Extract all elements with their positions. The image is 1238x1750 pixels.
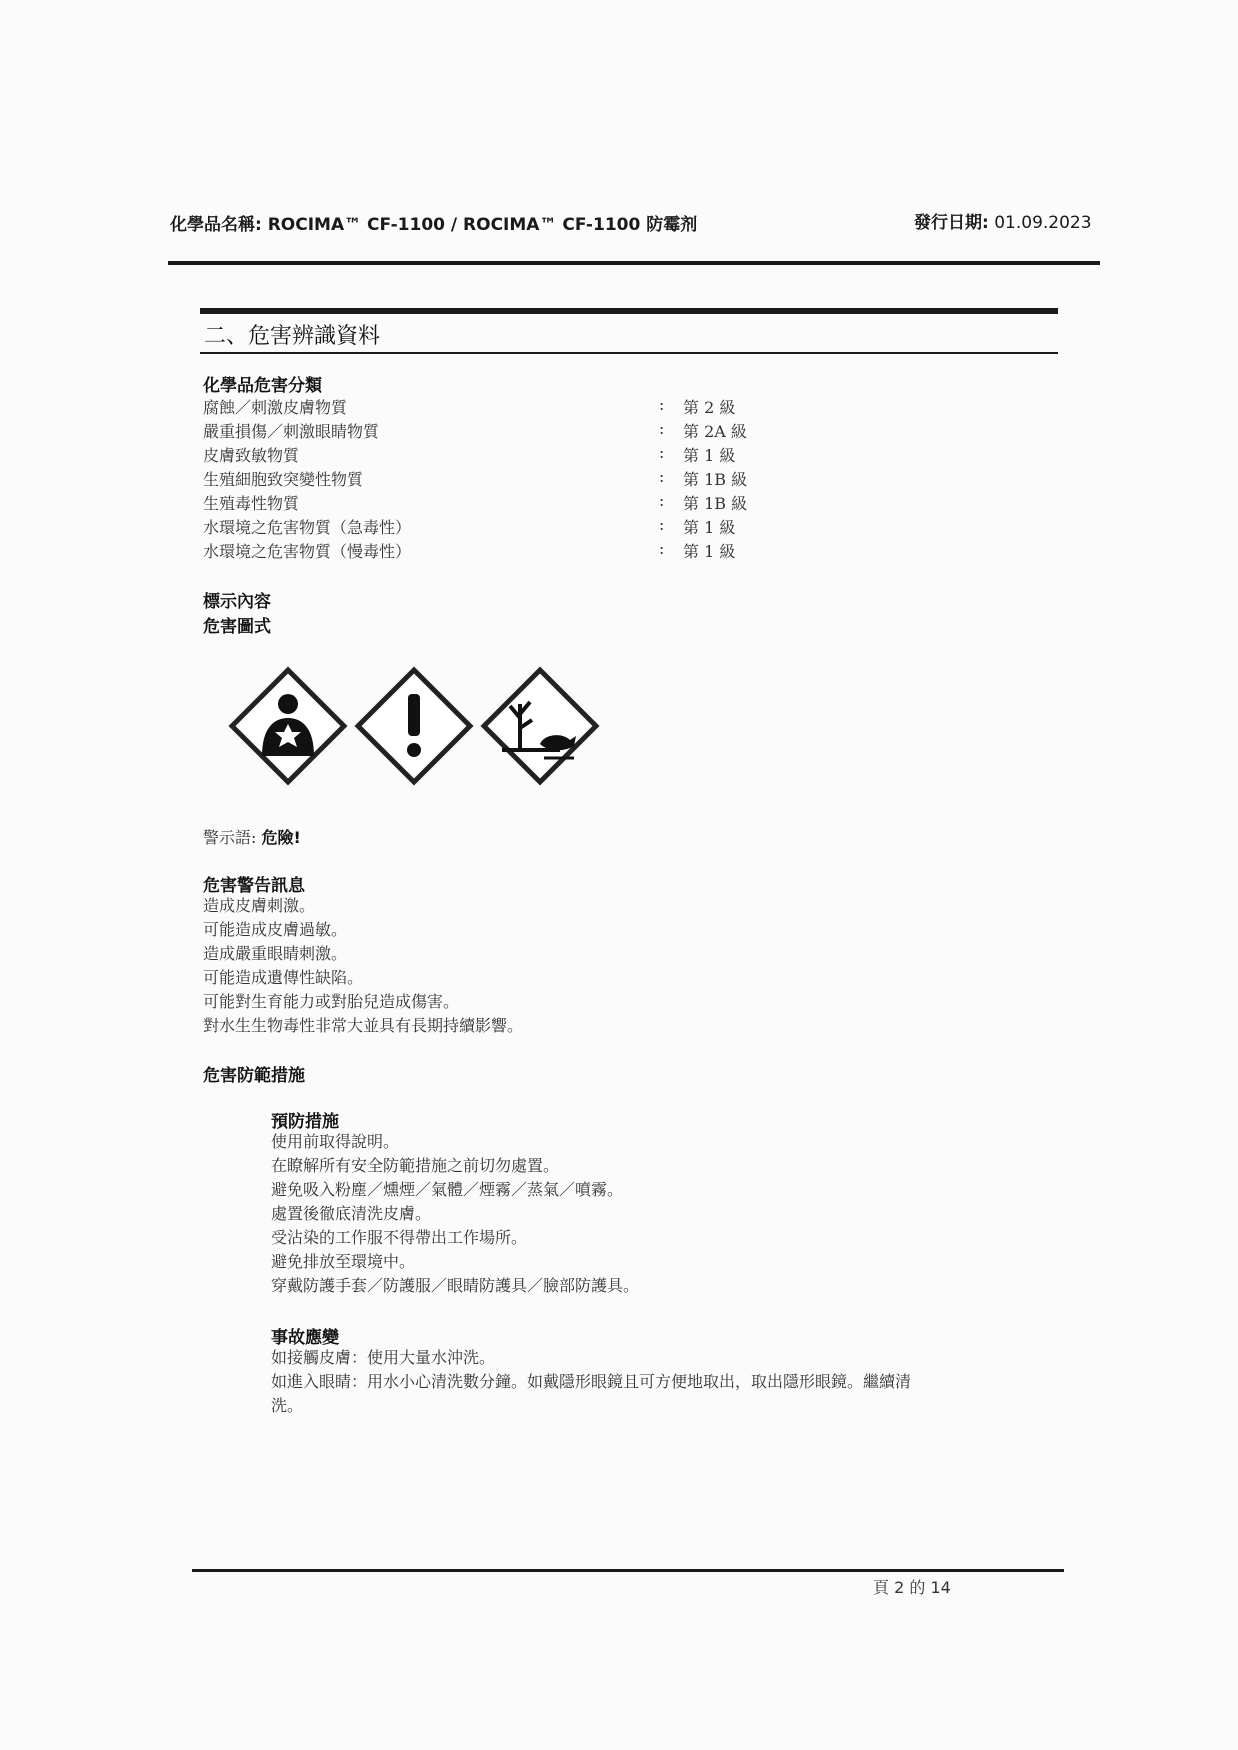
section-underline xyxy=(200,352,1058,354)
classification-grade: 第 1B 級 xyxy=(683,494,748,513)
classification-row xyxy=(203,467,903,491)
section-top-bar xyxy=(200,308,1058,314)
classification-grade: 第 2 級 xyxy=(683,398,736,417)
hazard-statement: 可能對生育能力或對胎兒造成傷害。 xyxy=(203,992,460,1011)
response-heading: 事故應變 xyxy=(271,1328,339,1348)
exclamation-mark-icon xyxy=(354,666,474,786)
classification-name: 嚴重損傷／刺激眼睛物質 xyxy=(203,422,380,441)
classification-grade: 第 1B 級 xyxy=(683,470,748,489)
classification-name: 生殖細胞致突變性物質 xyxy=(203,470,364,489)
page-number: 頁 2 的 14 xyxy=(873,1578,951,1597)
precautions-heading: 危害防範措施 xyxy=(203,1066,305,1086)
classification-colon: : xyxy=(659,395,665,414)
hazard-statement: 可能造成遺傳性缺陷。 xyxy=(203,968,364,987)
prevention-item: 在瞭解所有安全防範措施之前切勿處置。 xyxy=(271,1156,560,1175)
label-heading: 標示內容 xyxy=(203,592,271,612)
classification-colon: : xyxy=(659,515,665,534)
hazard-statement: 造成皮膚刺激。 xyxy=(203,896,316,915)
hazard-statements-heading: 危害警告訊息 xyxy=(203,876,305,896)
section-title: 二、危害辨識資料 xyxy=(204,324,381,349)
classification-colon: : xyxy=(659,443,665,462)
hazard-statements-list xyxy=(203,894,523,1038)
classification-colon: : xyxy=(659,419,665,438)
prevention-item: 使用前取得說明。 xyxy=(271,1132,400,1151)
classification-colon: : xyxy=(659,539,665,558)
classification-grade: 第 2A 級 xyxy=(683,422,747,441)
response-item: 如接觸皮膚：使用大量水沖洗。 xyxy=(271,1348,496,1367)
environment-hazard-icon xyxy=(480,666,600,786)
hazard-statement: 造成嚴重眼睛刺激。 xyxy=(203,944,348,963)
response-list xyxy=(271,1346,911,1418)
prevention-heading: 預防措施 xyxy=(271,1112,339,1132)
classification-name: 生殖毒性物質 xyxy=(203,494,300,513)
hazard-statement: 對水生生物毒性非常大並具有長期持續影響。 xyxy=(203,1016,524,1035)
product-name-header: 化學品名稱: ROCIMA™ CF-1100 / ROCIMA™ CF-1100 防霉剂 xyxy=(170,215,698,235)
classification-name: 水環境之危害物質（慢毒性） xyxy=(203,542,412,561)
signal-word-label: 警示語: xyxy=(203,828,257,847)
prevention-item: 避免吸入粉塵／燻煙／氣體／煙霧／蒸氣／噴霧。 xyxy=(271,1180,624,1199)
classification-grade: 第 1 級 xyxy=(683,446,736,465)
classification-row xyxy=(203,539,903,563)
hazard-statement: 可能造成皮膚過敏。 xyxy=(203,920,348,939)
prevention-item: 受沾染的工作服不得帶出工作場所。 xyxy=(271,1228,528,1247)
classification-row xyxy=(203,491,903,515)
pictogram-heading: 危害圖式 xyxy=(203,617,271,637)
classification-name: 水環境之危害物質（急毒性） xyxy=(203,518,412,537)
classification-colon: : xyxy=(659,491,665,510)
prevention-list xyxy=(271,1130,639,1298)
health-hazard-icon xyxy=(228,666,348,786)
classification-name: 腐蝕／刺激皮膚物質 xyxy=(203,398,348,417)
prevention-item: 穿戴防護手套／防護服／眼睛防護具／臉部防護具。 xyxy=(271,1276,640,1295)
classification-heading: 化學品危害分類 xyxy=(203,376,322,396)
classification-row xyxy=(203,395,903,419)
response-item: 洗。 xyxy=(271,1396,304,1415)
classification-row xyxy=(203,419,903,443)
prevention-item: 處置後徹底清洗皮膚。 xyxy=(271,1204,432,1223)
footer-rule xyxy=(192,1569,1064,1572)
response-item: 如進入眼睛：用水小心清洗數分鐘。如戴隱形眼鏡且可方便地取出，取出隱形眼鏡。繼續清 xyxy=(271,1372,912,1391)
signal-word: 危險! xyxy=(261,828,301,847)
issue-date-header xyxy=(914,208,1092,233)
issue-date-label: 發行日期: xyxy=(914,213,989,233)
classification-name: 皮膚致敏物質 xyxy=(203,446,300,465)
classification-grade: 第 1 級 xyxy=(683,518,736,537)
header-rule xyxy=(168,261,1100,265)
classification-colon: : xyxy=(659,467,665,486)
issue-date-value: 01.09.2023 xyxy=(994,213,1092,233)
classification-row xyxy=(203,515,903,539)
classification-grade: 第 1 級 xyxy=(683,542,736,561)
signal-word-line xyxy=(203,825,301,848)
classification-row xyxy=(203,443,903,467)
prevention-item: 避免排放至環境中。 xyxy=(271,1252,416,1271)
